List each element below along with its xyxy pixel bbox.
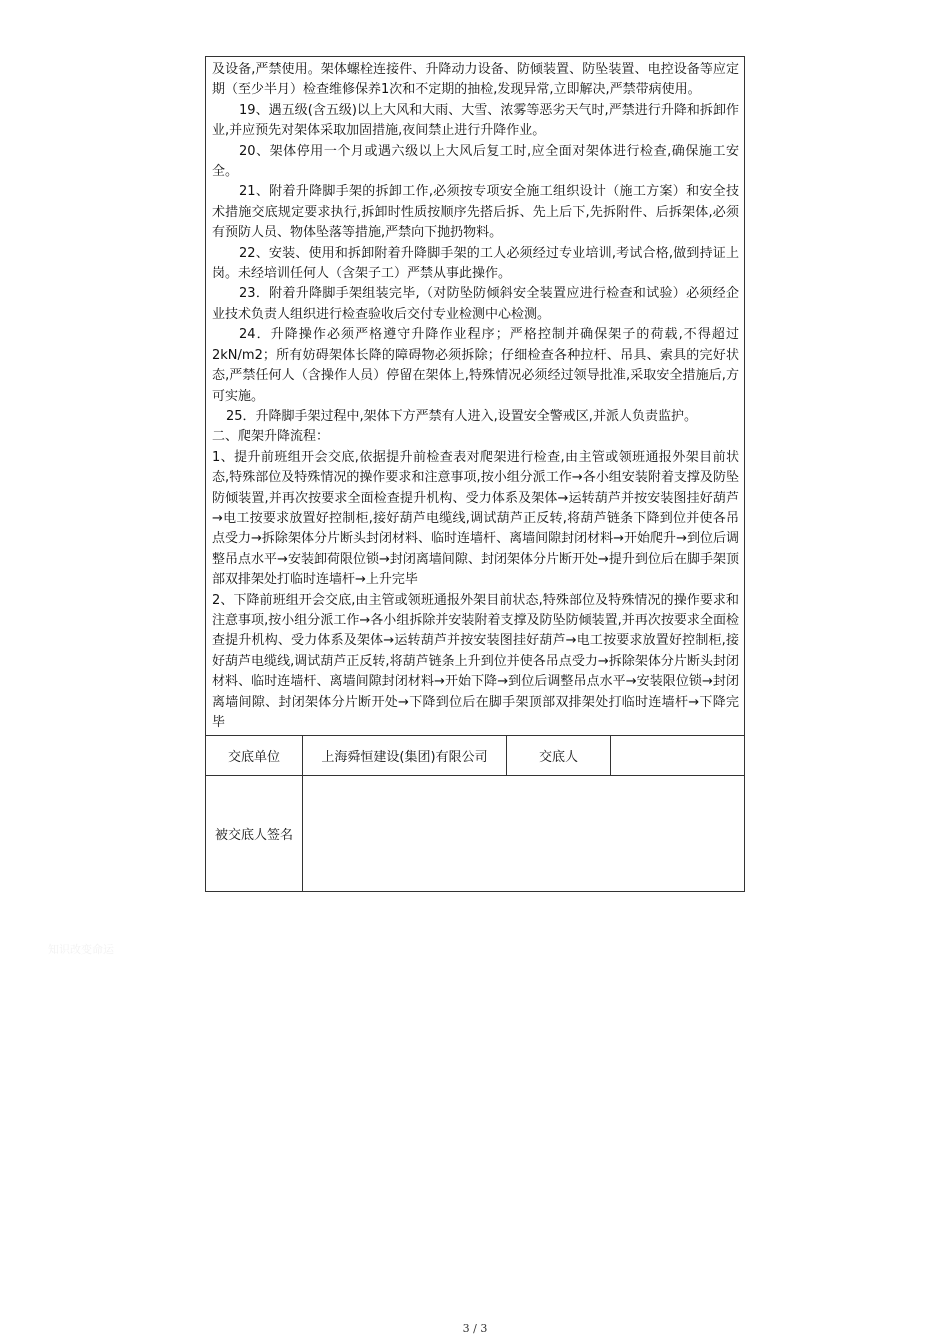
paragraph-24: 24．升降操作必须严格遵守升降作业程序；严格控制并确保架子的荷载,不得超过2kN/m2；所有妨碍架体长降的障碍物必须拆除；仔细检查各种拉杆、吊具、索具的完好状态,严禁任何人（含操作人员）停留在架体上,特殊情况必须经过领导批准,采取安全措施后,方可实施。 [212,327,739,404]
handover-person-label: 交底人 [507,736,611,775]
paragraph-continued: 及设备,严禁使用。架体螺栓连接件、升降动力设备、防倾装置、防坠装置、电控设备等应定期（至少半月）检查维修保养1次和不定期的抽检,发现异常,立即解决,严禁带病使用。 [212,62,739,98]
disclosure-table [205,56,745,892]
paragraph-20: 20、架体停用一个月或遇六级以上大风后复工时,应全面对架体进行检查,确保施工安全。 [212,143,739,180]
page-number: 3 / 3 [462,1322,488,1335]
paragraph-22: 22、安装、使用和拆卸附着升降脚手架的工人必须经过专业培训,考试合格,做到持证上岗。未经培训任何人（含架子工）严禁从事此操作。 [212,245,739,282]
signature-row [206,776,744,891]
paragraph-25: 25．升降脚手架过程中,架体下方严禁有人进入,设置安全警戒区,并派人负责监护。 [226,408,697,424]
paragraph-23: 23．附着升降脚手架组装完毕,（对防坠防倾斜安全装置应进行检查和试验）必须经企业技术负责人组织进行检查验收后交付专业检测中心检测。 [212,286,739,322]
handover-row [206,736,744,776]
flow-raise: 1、提升前班组开会交底,依据提升前检查表对爬架进行检查,由主管或领班通报外架目前状态,特殊部位及特殊情况的操作要求和注意事项,按小组分派工作→各小组安装附着支撑及防坠防倾装置,并再次按要求全面检查提升机构、受力体系及架体→运转葫芦并按安装图挂好葫芦→电工按要求放置好控制柜,接好葫芦电缆线,调试葫芦正反转,将葫芦链条下降到位并使各吊点受力→拆除架体分片断头封闭材料、临时连墙杆、离墙间隙封闭材料→开始爬升→到位后调整吊点水平→安装卸荷限位锁→封闭离墙间隙、封闭架体分片断开处→提升到位后在脚手架顶部双排架处打临时连墙杆→上升完毕 [212,449,739,588]
section-title: 二、爬架升降流程： [212,429,330,445]
handover-person-value [611,736,744,775]
handover-unit-label: 交底单位 [206,736,303,775]
handover-unit-value: 上海舜恒建设(集团)有限公司 [303,736,507,775]
paragraph-21: 21、附着升降脚手架的拆卸工作,必须按专项安全施工组织设计（施工方案）和安全技术措施交底规定要求执行,拆卸时性质按顺序先搭后拆、先上后下,先拆附件、后拆架体,必须有预防人员、物体坠落等措施,严禁向下抛扔物料。 [212,184,739,241]
paragraph-19: 19、遇五级(含五级)以上大风和大雨、大雪、浓雾等恶劣天气时,严禁进行升降和拆卸作业,并应预先对架体采取加固措施,夜间禁止进行升降作业。 [212,102,739,139]
watermark: 知识改变命运 [48,943,114,956]
signee-label: 被交底人签名 [206,776,303,891]
content-cell [206,57,744,736]
flow-lower: 2、下降前班组开会交底,由主管或领班通报外架目前状态,特殊部位及特殊情况的操作要求和注意事项,按小组分派工作→各小组拆除并安装附着支撑及防坠防倾装置,并再次按要求全面检查提升机构、受力体系及架体→运转葫芦并按安装图挂好葫芦→电工按要求放置好控制柜,接好葫芦电缆线,调试葫芦正反转,将葫芦链条上升到位并使各吊点受力→拆除架体分片断头封闭材料、临时连墙杆、离墙间隙封闭材料→开始下降→到位后调整吊点水平→安装限位锁→封闭离墙间隙、封闭架体分片断开处→下降到位后在脚手架顶部双排架处打临时连墙杆→下降完毕 [212,592,739,730]
signature-area [303,776,744,891]
